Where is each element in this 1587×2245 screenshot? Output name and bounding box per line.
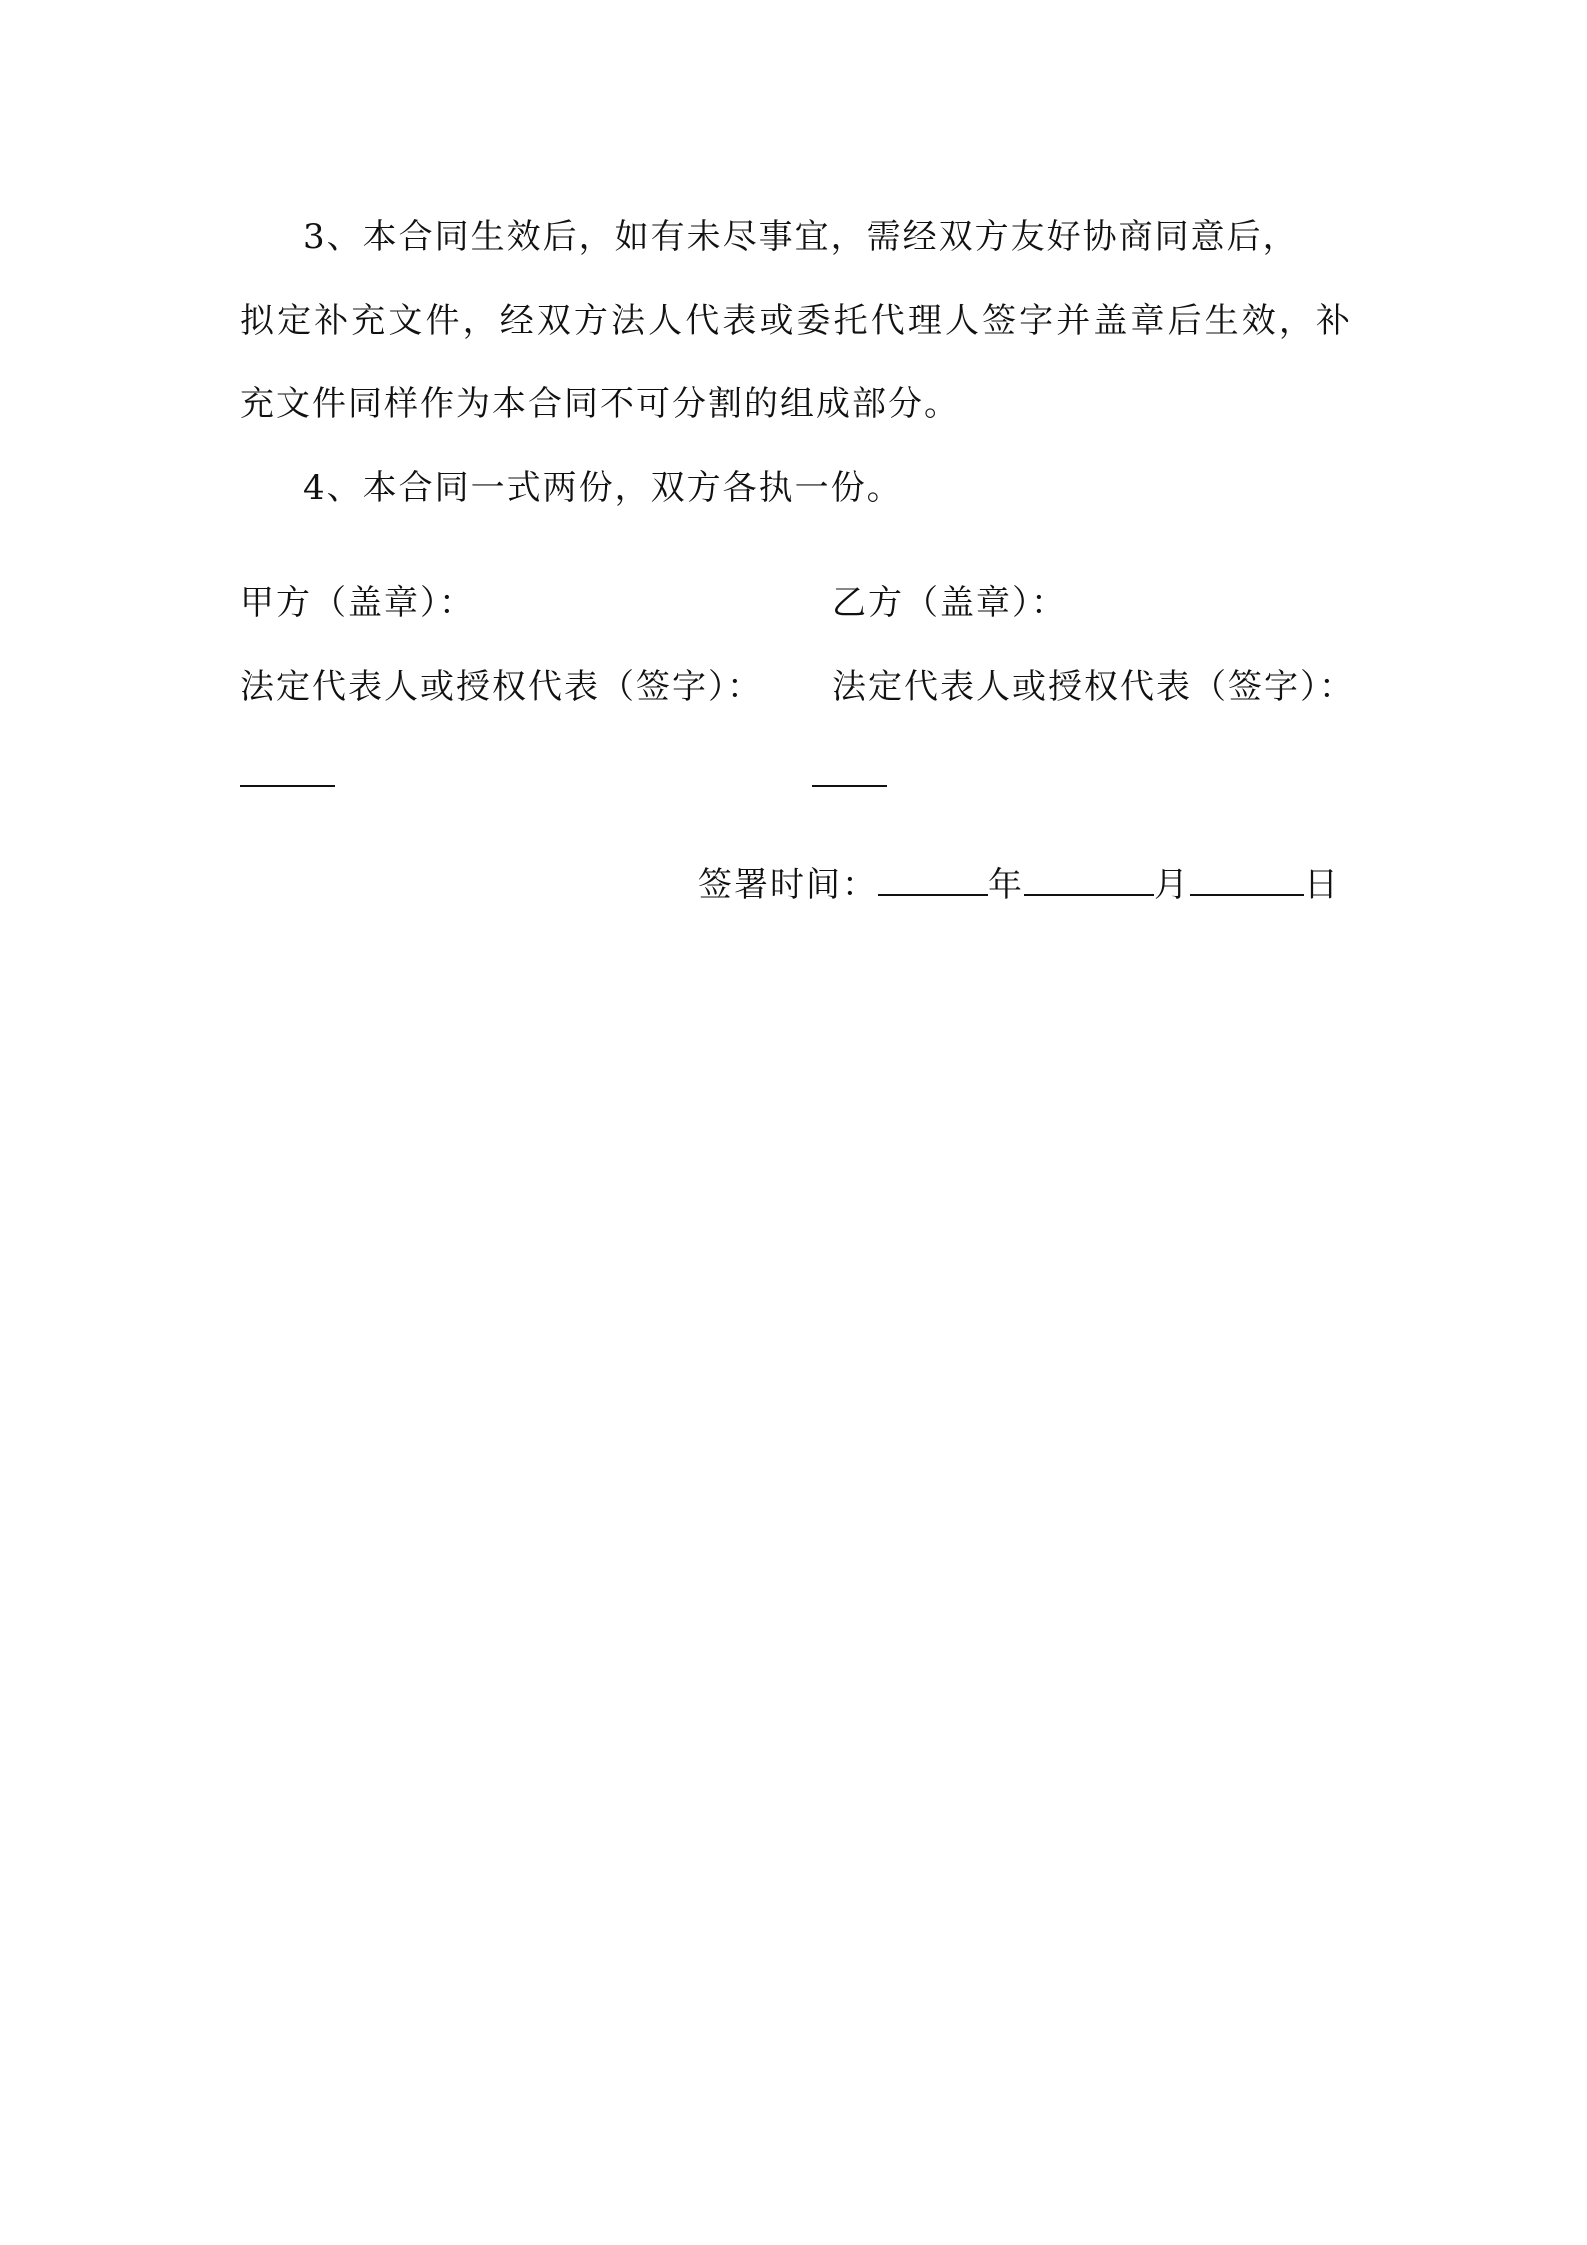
party-b-seal-label: 乙方（盖章）： xyxy=(832,583,1067,623)
signing-date xyxy=(698,864,1340,905)
day-label: 日 xyxy=(1304,865,1340,905)
clause-3-line-3: 充文件同样作为本合同不可分割的组成部分。 xyxy=(240,384,960,424)
party-a-signatory-label: 法定代表人或授权代表（签字）： xyxy=(240,667,763,707)
month-blank xyxy=(1024,864,1154,896)
month-label: 月 xyxy=(1154,865,1190,905)
year-label: 年 xyxy=(988,865,1024,905)
party-b-signatory-label: 法定代表人或授权代表（签字）： xyxy=(832,667,1355,707)
party-a-seal-label: 甲方（盖章）： xyxy=(240,583,475,623)
party-b-signature-blank xyxy=(812,785,887,787)
year-blank xyxy=(878,864,988,896)
signing-date-label: 签署时间： xyxy=(698,865,878,905)
day-blank xyxy=(1190,864,1304,896)
party-a-signature-blank xyxy=(240,785,335,787)
clause-3-line-1: 3、本合同生效后，如有未尽事宜，需经双方友好协商同意后， xyxy=(303,217,1299,257)
clause-3-line-2: 拟定补充文件，经双方法人代表或委托代理人签字并盖章后生效，补 xyxy=(240,301,1352,341)
clause-4-line-1: 4、本合同一式两份，双方各执一份。 xyxy=(303,468,903,508)
